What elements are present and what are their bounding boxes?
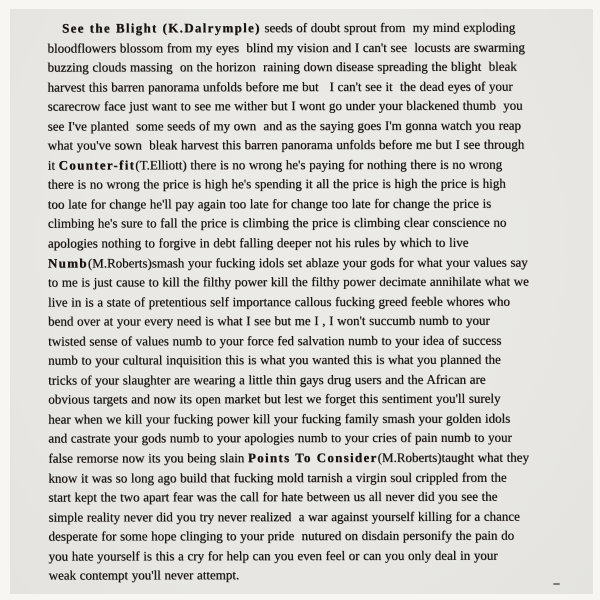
lyrics-line — [48, 252, 568, 273]
song-title: See the Blight (K.Dalrymple) — [62, 20, 261, 36]
lyrics-line — [48, 506, 568, 527]
lyrics-line — [48, 193, 568, 214]
lyrics-line — [48, 135, 568, 156]
lyrics-text: (M.Roberts)taught what they — [377, 449, 529, 465]
lyrics-line — [48, 526, 568, 547]
lyrics-line — [47, 17, 567, 38]
lyrics-text: too late for change he'll pay again too late for change too late for change the price is — [47, 195, 492, 212]
lyrics-text: tricks of your slaughter are wearing a little thin gays drug users and the African are — [48, 371, 486, 388]
lyrics-text: it — [47, 157, 59, 173]
lyrics-line — [48, 291, 568, 312]
lyrics-text: bend over at your every need is what I see but me I , I won't succumb numb to your — [48, 312, 490, 329]
lyrics-text: you hate yourself is this a cry for help can you even feel or can you only deal in your — [48, 547, 498, 564]
lyrics-line — [48, 232, 568, 253]
lyrics-text: harvest this barren panorama unfolds before me but I can't see it the dead eyes of your — [47, 78, 513, 95]
song-title: Points To Consider — [247, 449, 378, 466]
lyrics-text: weak contempt you'll never attempt. — [48, 567, 240, 583]
lyrics-text: desperate for some hope clinging to your pride nutured on disdain personify the pain do — [48, 527, 515, 544]
lyrics-line — [48, 467, 568, 488]
lyrics-line — [48, 213, 568, 234]
lyrics-line — [48, 311, 568, 332]
lyrics-line — [48, 389, 568, 410]
lyrics-line — [48, 487, 568, 508]
scan-artifact-dash — [553, 583, 560, 585]
lyrics-line — [47, 37, 567, 58]
lyrics-line — [48, 174, 568, 195]
lyrics-text: know it was so long ago build that fucking mold tarnish a virgin soul crippled from the — [48, 469, 507, 486]
lyrics-text: to me is just cause to kill the filthy power kill the filthy power decimate annihilate what we — [47, 273, 529, 290]
lyrics-line — [48, 115, 568, 136]
lyrics-text: simple reality never did you try never realized a war against yourself killing for a chance — [48, 508, 520, 525]
lyrics-text: scarecrow face just want to see me wither but I wont go under your blackened thumb you — [47, 97, 523, 114]
lyrics-line — [49, 565, 569, 586]
lyrics-text — [47, 21, 62, 36]
lyrics-text: numb to your cultural inquisition this is what you wanted this is what you planned the — [48, 351, 501, 368]
lyrics-line — [48, 447, 568, 468]
lyrics-text: live in is a state of pretentious self importance callous fucking greed feeble whores who — [47, 293, 510, 310]
lyrics-block — [47, 17, 568, 585]
lyrics-text: climbing he's sure to fall the price is climbing the price is climbing clear conscience no — [47, 215, 507, 232]
lyrics-text: (T.Elliott) there is no wrong he's paying for nothing there is no wrong — [135, 156, 503, 173]
lyrics-line — [48, 76, 568, 97]
lyrics-line — [48, 369, 568, 390]
lyrics-line — [49, 545, 569, 566]
lyrics-line — [48, 408, 568, 429]
lyrics-text: obvious targets and now its open market but lest we forget this sentiment you'll surely — [48, 390, 501, 407]
lyrics-text: and castrate your gods numb to your apologies numb to your cries of pain numb to your — [48, 430, 512, 447]
lyrics-text: start kept the two apart fear was the call for hate between us all never did you see the — [48, 488, 498, 505]
lyrics-text: twisted sense of values numb to your force fed salvation numb to your idea of success — [48, 332, 502, 349]
song-title: Numb — [47, 255, 88, 271]
lyrics-text: (M.Roberts)smash your fucking idols set ablaze your gods for what your values say — [87, 254, 528, 271]
lyrics-text: see I've planted some seeds of my own and as the saying goes I'm gonna watch you reap — [47, 117, 521, 134]
lyrics-text: buzzing clouds massing on the horizon raining down disease spreading the blight bleak — [47, 58, 517, 75]
lyrics-line — [48, 330, 568, 351]
lyrics-text: bloodflowers blossom from my eyes blind my vision and I can't see locusts are swarming — [47, 39, 525, 56]
lyrics-text: apologies nothing to forgive in debt falling deeper not his rules by which to live — [47, 234, 469, 251]
lyrics-line — [48, 154, 568, 175]
scan-area — [10, 9, 593, 594]
lyrics-line — [48, 96, 568, 117]
lyrics-line — [48, 428, 568, 449]
lyrics-text: false remorse now its you being slain — [48, 450, 248, 466]
lyrics-line — [48, 350, 568, 371]
lyrics-text: hear when we kill your fucking power kill your fucking family smash your golden idols — [48, 410, 511, 427]
lyrics-text: what you've sown bleak harvest this barren panorama unfolds before me but I see through — [47, 136, 525, 153]
lyrics-line — [48, 272, 568, 293]
lyrics-text: seeds of doubt sprout from my mind exploding — [260, 19, 516, 36]
song-title: Counter-fit — [58, 157, 136, 173]
lyrics-line — [47, 57, 567, 78]
lyrics-text: there is no wrong the price is high he's spending it all the price is high the price is high — [47, 175, 506, 192]
